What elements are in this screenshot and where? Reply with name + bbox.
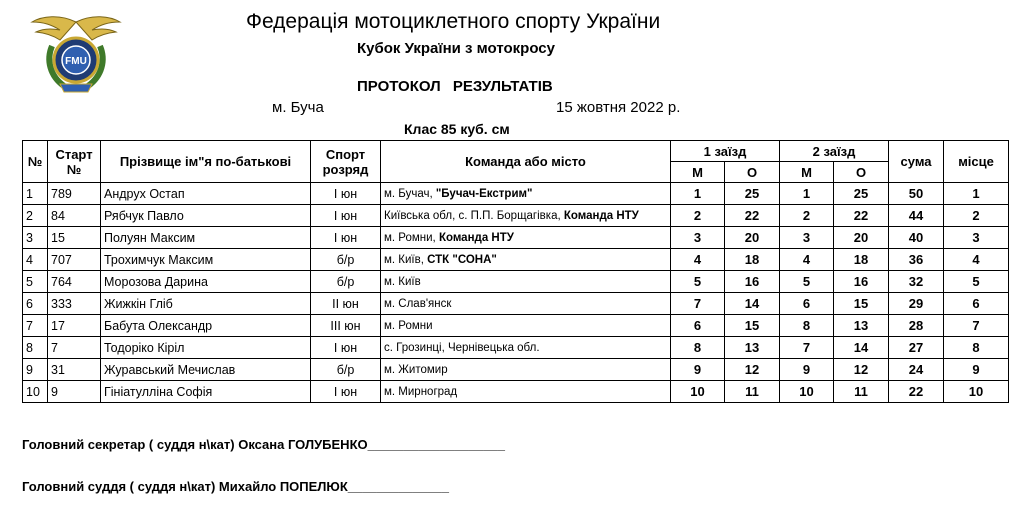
row-name: Морозова Дарина: [101, 271, 311, 293]
team-location: м. Київ: [384, 275, 421, 288]
row-place: 3: [944, 227, 1009, 249]
row-race2-o: 15: [834, 293, 889, 315]
header-sum: сума: [889, 141, 944, 183]
emblem-text: FMU: [65, 56, 87, 67]
row-race1-m: 6: [671, 315, 725, 337]
header-race2-o: О: [834, 162, 889, 183]
row-start: 15: [48, 227, 101, 249]
table-row: [23, 227, 1009, 249]
row-race2-m: 4: [780, 249, 834, 271]
row-rank: ІІІ юн: [311, 315, 381, 337]
table-row: [23, 381, 1009, 403]
team-location: м. Мирноград: [384, 385, 458, 398]
table-row: [23, 183, 1009, 205]
row-race2-o: 14: [834, 337, 889, 359]
row-rank: І юн: [311, 337, 381, 359]
row-race1-o: 22: [725, 205, 780, 227]
row-start: 17: [48, 315, 101, 337]
row-race2-m: 10: [780, 381, 834, 403]
row-race2-o: 25: [834, 183, 889, 205]
row-no: 4: [23, 249, 48, 271]
row-race1-o: 14: [725, 293, 780, 315]
header-start: Старт №: [48, 141, 101, 183]
header-race2-m: М: [780, 162, 834, 183]
row-place: 2: [944, 205, 1009, 227]
team-name: СТК "СОНА": [427, 253, 497, 266]
row-team: [381, 337, 671, 359]
row-race1-m: 4: [671, 249, 725, 271]
row-name: Гініатулліна Софія: [101, 381, 311, 403]
row-sum: 32: [889, 271, 944, 293]
row-team: [381, 359, 671, 381]
row-race1-m: 9: [671, 359, 725, 381]
row-rank: І юн: [311, 381, 381, 403]
header-team: Команда або місто: [381, 141, 671, 183]
row-rank: І юн: [311, 205, 381, 227]
team-location: Київська обл, с. П.П. Борщагівка,: [384, 209, 564, 222]
row-place: 8: [944, 337, 1009, 359]
row-name: Рябчук Павло: [101, 205, 311, 227]
row-rank: ІІ юн: [311, 293, 381, 315]
row-team: [381, 249, 671, 271]
row-place: 6: [944, 293, 1009, 315]
row-rank: І юн: [311, 227, 381, 249]
row-team: [381, 227, 671, 249]
team-name: Команда НТУ: [563, 209, 639, 222]
table-row: [23, 205, 1009, 227]
row-race1-o: 20: [725, 227, 780, 249]
row-place: 4: [944, 249, 1009, 271]
row-race1-o: 11: [725, 381, 780, 403]
event-date: 15 жовтня 2022 р.: [556, 99, 681, 116]
team-location: м. Слав'янск: [384, 297, 452, 310]
row-name: Бабута Олександр: [101, 315, 311, 337]
team-name: Команда НТУ: [438, 231, 514, 244]
team-location: м. Київ,: [384, 253, 428, 266]
row-race2-m: 2: [780, 205, 834, 227]
row-name: Тодоріко Кіріл: [101, 337, 311, 359]
header-race1-o: О: [725, 162, 780, 183]
federation-emblem-icon: [30, 12, 122, 94]
row-sum: 29: [889, 293, 944, 315]
row-race1-o: 25: [725, 183, 780, 205]
event-city: м. Буча: [272, 99, 324, 116]
team-location: м. Бучач,: [384, 187, 436, 200]
row-no: 5: [23, 271, 48, 293]
row-rank: б/р: [311, 249, 381, 271]
protocol-title: ПРОТОКОЛ РЕЗУЛЬТАТІВ: [357, 78, 553, 95]
row-place: 7: [944, 315, 1009, 337]
row-race2-o: 18: [834, 249, 889, 271]
row-race2-o: 12: [834, 359, 889, 381]
header-race1-m: М: [671, 162, 725, 183]
row-race1-o: 16: [725, 271, 780, 293]
row-sum: 22: [889, 381, 944, 403]
row-race1-m: 7: [671, 293, 725, 315]
row-no: 10: [23, 381, 48, 403]
row-race1-o: 13: [725, 337, 780, 359]
row-race2-m: 7: [780, 337, 834, 359]
row-race1-m: 1: [671, 183, 725, 205]
row-start: 707: [48, 249, 101, 271]
team-location: м. Житомир: [384, 363, 448, 376]
row-team: [381, 271, 671, 293]
row-no: 2: [23, 205, 48, 227]
row-start: 333: [48, 293, 101, 315]
row-no: 9: [23, 359, 48, 381]
federation-title: Федерація мотоциклетного спорту України: [246, 10, 661, 33]
team-name: "Бучач-Екстрим": [435, 187, 533, 200]
row-race2-m: 9: [780, 359, 834, 381]
row-start: 789: [48, 183, 101, 205]
header-no: №: [23, 141, 48, 183]
judge-signature: Головний суддя ( суддя н\кат) Михайло ПОПЕЛЮК______________: [22, 479, 449, 494]
row-start: 764: [48, 271, 101, 293]
row-race2-o: 11: [834, 381, 889, 403]
row-no: 3: [23, 227, 48, 249]
row-name: Журавський Мечислав: [101, 359, 311, 381]
results-rows: [23, 183, 1009, 403]
row-race2-m: 1: [780, 183, 834, 205]
row-race2-m: 3: [780, 227, 834, 249]
results-table: [22, 140, 1009, 403]
row-no: 6: [23, 293, 48, 315]
row-race1-o: 12: [725, 359, 780, 381]
row-start: 9: [48, 381, 101, 403]
secretary-signature: Головний секретар ( суддя н\кат) Оксана ГОЛУБЕНКО___________________: [22, 437, 505, 452]
team-location: м. Ромни,: [384, 231, 439, 244]
row-name: Андрух Остап: [101, 183, 311, 205]
row-name: Трохимчук Максим: [101, 249, 311, 271]
row-sum: 44: [889, 205, 944, 227]
row-no: 1: [23, 183, 48, 205]
row-race2-o: 20: [834, 227, 889, 249]
table-row: [23, 249, 1009, 271]
row-start: 31: [48, 359, 101, 381]
row-no: 8: [23, 337, 48, 359]
header-rank: Спорт розряд: [311, 141, 381, 183]
row-no: 7: [23, 315, 48, 337]
row-rank: б/р: [311, 359, 381, 381]
header-race1: 1 заїзд: [671, 141, 780, 162]
row-sum: 28: [889, 315, 944, 337]
row-race2-m: 5: [780, 271, 834, 293]
row-sum: 50: [889, 183, 944, 205]
row-place: 9: [944, 359, 1009, 381]
row-sum: 24: [889, 359, 944, 381]
row-team: [381, 293, 671, 315]
table-row: [23, 337, 1009, 359]
row-place: 10: [944, 381, 1009, 403]
row-sum: 27: [889, 337, 944, 359]
row-race1-m: 3: [671, 227, 725, 249]
row-place: 5: [944, 271, 1009, 293]
row-name: Жижкін Гліб: [101, 293, 311, 315]
row-race1-m: 8: [671, 337, 725, 359]
row-race2-o: 16: [834, 271, 889, 293]
row-sum: 36: [889, 249, 944, 271]
header-place: місце: [944, 141, 1009, 183]
row-name: Полуян Максим: [101, 227, 311, 249]
header-name: Прізвище ім"я по-батькові: [101, 141, 311, 183]
team-location: м. Ромни: [384, 319, 433, 332]
table-row: [23, 293, 1009, 315]
row-race2-m: 6: [780, 293, 834, 315]
row-team: [381, 315, 671, 337]
row-rank: б/р: [311, 271, 381, 293]
row-race2-m: 8: [780, 315, 834, 337]
row-place: 1: [944, 183, 1009, 205]
header-race2: 2 заїзд: [780, 141, 889, 162]
cup-title: Кубок України з мотокросу: [357, 40, 555, 57]
row-team: [381, 205, 671, 227]
row-race2-o: 13: [834, 315, 889, 337]
row-race1-o: 18: [725, 249, 780, 271]
row-team: [381, 381, 671, 403]
row-race1-o: 15: [725, 315, 780, 337]
row-start: 84: [48, 205, 101, 227]
table-row: [23, 359, 1009, 381]
row-sum: 40: [889, 227, 944, 249]
row-race1-m: 2: [671, 205, 725, 227]
table-row: [23, 271, 1009, 293]
row-race2-o: 22: [834, 205, 889, 227]
team-location: с. Грозинці, Чернівецька обл.: [384, 341, 540, 354]
row-team: [381, 183, 671, 205]
row-race1-m: 10: [671, 381, 725, 403]
table-row: [23, 315, 1009, 337]
row-race1-m: 5: [671, 271, 725, 293]
class-title: Клас 85 куб. см: [404, 121, 510, 137]
row-rank: І юн: [311, 183, 381, 205]
row-start: 7: [48, 337, 101, 359]
